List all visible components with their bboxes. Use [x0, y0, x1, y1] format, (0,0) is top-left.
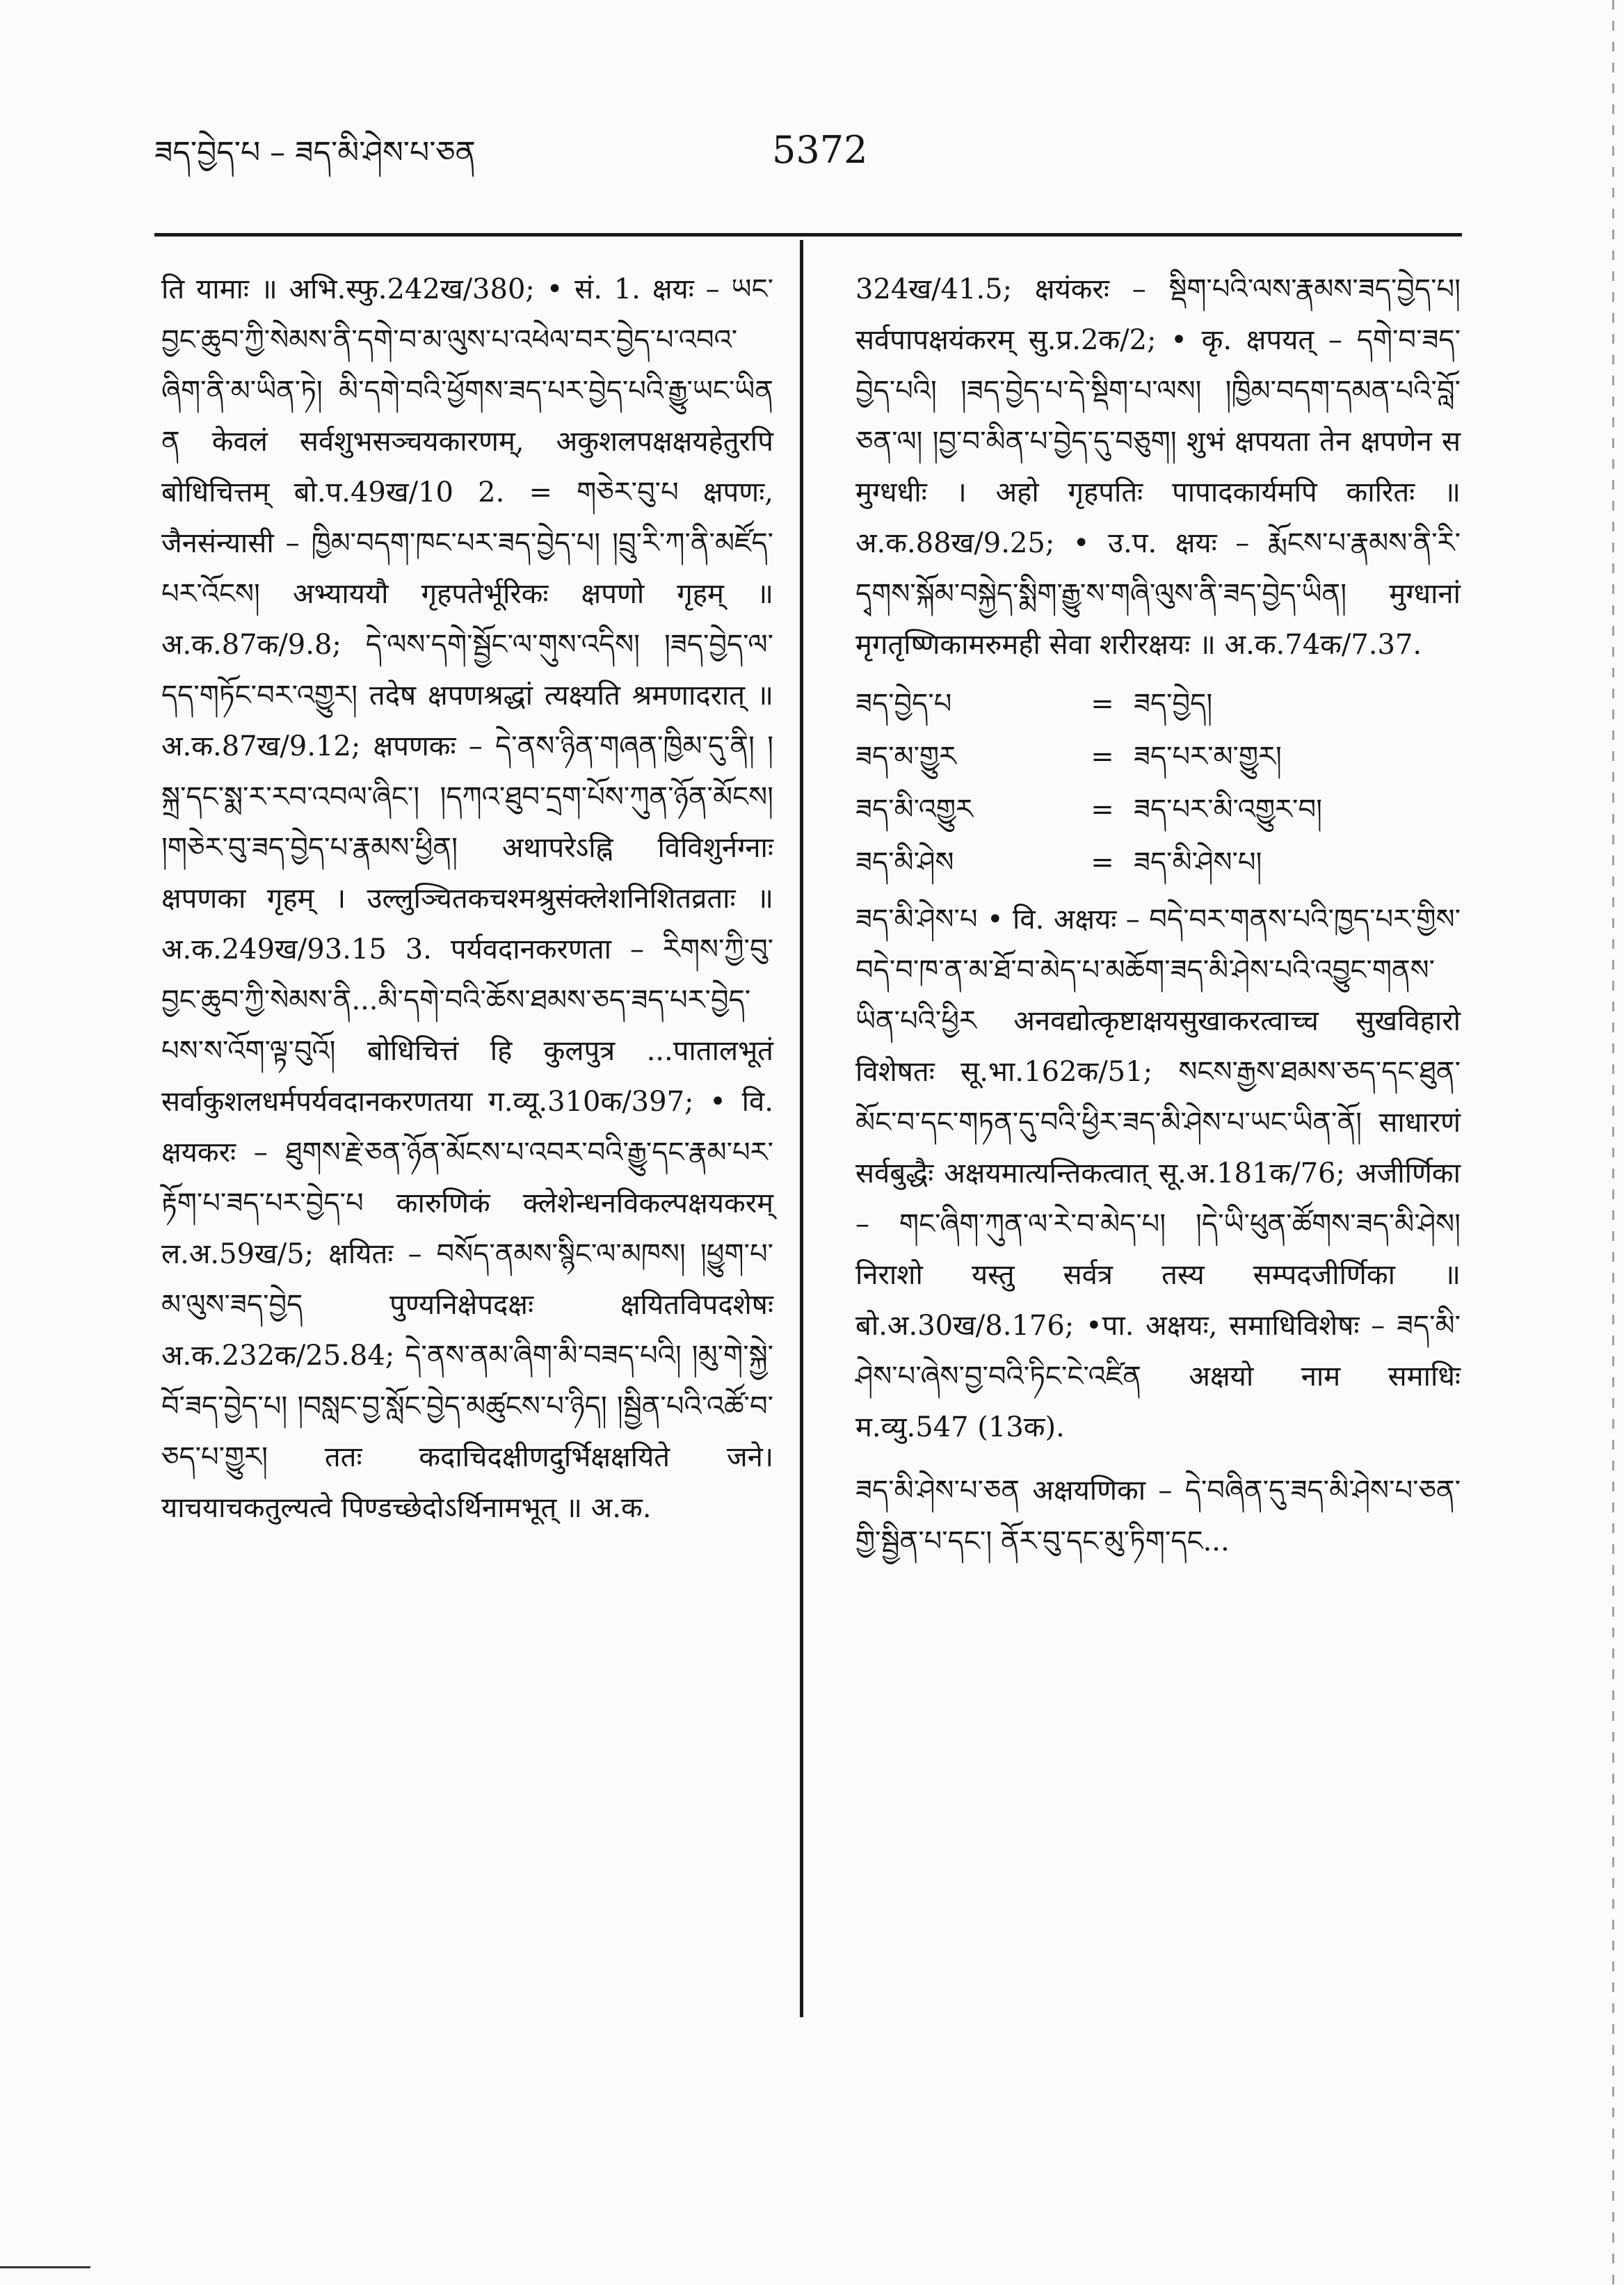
- synonym-value: ཟད་མི་ཤེས་པ།: [1134, 847, 1262, 879]
- entry-zad-mi-shes-pa: ཟད་མི་ཤེས་པ • वि. अक्षयः – བདེ་བར་གནས་པའི་ཁྱད་པར་གྱིས་བདེ་བ་ཁ་ན་མ་ཐོ་བ་མེད་པ་མཆོག་ཟད་མི་ཤེས་པའི་འབྱུང་གནས་ཡིན་པའི་ཕྱིར अनवद्योत्कृष्टाक्षयसुखाकरत्वाच्च सुखविहारो विशेषतः सू.भा.162क/51; སངས་རྒྱས་ཐམས་ཅད་དང་ཐུན་མོང་བ་དང་གཏན་དུ་བའི་ཕྱིར་ཟད་མི་ཤེས་པ་ཡང་ཡིན་ནོ། साधारणं सर्वबुद्धैः अक्षयमात्यन्तिकत्वात् सू.अ.181क/76; अजीर्णिका – གང་ཞིག་ཀུན་ལ་རེ་བ་མེད་པ། །དེ་ཡི་ཕུན་ཚོགས་ཟད་མི་ཤེས། निराशो यस्तु सर्वत्र तस्य सम्पदजीर्णिका ॥ बो.अ.30ख/8.176; •पा. अक्षयः, समाधिविशेषः – ཟད་མི་ཤེས་པ་ཞེས་བྱ་བའི་ཏིང་ངེ་འཛིན अक्षयो नाम समाधिः म.व्यु.547 (13क).: [855, 904, 1461, 1443]
- scan-edge: [1612, 0, 1614, 2285]
- header-rule: [154, 233, 1462, 236]
- synonym-value: ཟད་པར་མ་གྱུར།: [1134, 741, 1282, 773]
- synonym-term: ཟད་མི་ཤེས: [855, 847, 954, 879]
- synonym-term: ཟད་བྱེད་པ: [855, 688, 952, 720]
- synonym-term: ཟད་མི་འགྱུར: [855, 794, 974, 826]
- right-column: [855, 264, 1461, 1567]
- running-header: ཟད་བྱེད་པ – ཟད་མི་ཤེས་པ་ཅན: [154, 135, 476, 170]
- continuation-text: 324ख/41.5; क्षयंकरः – སྡིག་པའི་ལས་རྣམས་ཟད་བྱེད་པ། सर्वपापक्षयंकरम् सु.प्र.2क/2; • कृ. क्षपयत् – དགེ་བ་ཟད་བྱེད་པའི། །ཟད་བྱེད་པ་དེ་སྡིག་པ་ལས། །ཁྱིམ་བདག་དམན་པའི་བློ་ཅན་ལ། །བྱ་བ་མིན་པ་བྱེད་དུ་བཅུག། शुभं क्षपयता तेन क्षपणेन स मुग्धधीः । अहो गृहपतिः पापादकार्यमपि कारितः ॥ अ.क.88ख/9.25; • उ.प. क्षयः – རྨོངས་པ་རྣམས་ནི་རི་དྭགས་སྐོམ་བསྐྱེད་སྨིག་རྒྱུ་ས་གཞི་ལུས་ནི་ཟད་བྱེད་ཡིན། मुग्धानां मृगतृष्णिकामरुमही सेवा शरीरक्षयः ॥ अ.क.74क/7.37.: [855, 273, 1461, 661]
- synonym-table: [855, 678, 1461, 889]
- equals-sign: =: [1091, 847, 1114, 879]
- left-column: [161, 264, 773, 1534]
- synonym-value: ཟད་བྱེད།: [1134, 688, 1213, 720]
- equals-sign: =: [1091, 794, 1114, 826]
- equals-sign: =: [1091, 741, 1114, 773]
- synonym-value: ཟད་པར་མི་འགྱུར་བ།: [1134, 794, 1322, 826]
- entry-zad-mi-shes-pa-can: ཟད་མི་ཤེས་པ་ཅན अक्षयणिका – དེ་བཞིན་དུ་ཟད་མི་ཤེས་པ་ཅན་གྱི་སྦྱིན་པ་དང་། ནོར་བུ་དང་མུ་ཏིག་དང...: [855, 1475, 1461, 1557]
- equals-sign: =: [1091, 688, 1114, 720]
- column-divider: [800, 240, 803, 2017]
- synonym-term: ཟད་མ་གྱུར: [855, 741, 957, 773]
- left-column-text: ति यामाः ॥ अभि.स्फु.242ख/380; • सं. 1. क्षयः – ཡང་བྱང་ཆུབ་ཀྱི་སེམས་ནི་དགེ་བ་མ་ལུས་པ་འཕེལ་བར་བྱེད་པ་འབའ་ཞིག་ནི་མ་ཡིན་ཏེ། མི་དགེ་བའི་ཕྱོགས་ཟད་པར་བྱེད་པའི་རྒྱུ་ཡང་ཡིན ན केवलं सर्वशुभसञ्चयकारणम्, अकुशलपक्षक्षयहेतुरपि बोधिचित्तम् बो.प.49ख/10 2. = གཅེར་བུ་པ क्षपणः, जैनसंन्यासी – ཁྱིམ་བདག་ཁང་པར་ཟད་བྱེད་པ། །བྲུ་རི་ཀ་ནི་མཛོད་པར་འོངས། अभ्याययौ गृहपतेर्भूरिकः क्षपणो गृहम् ॥ अ.क.87क/9.8; དེ་ལས་དགེ་སྦྱོང་ལ་གུས་འདིས། །ཟད་བྱེད་ལ་དད་གཏོང་བར་འགྱུར། तदेष क्षपणश्रद्धां त्यक्ष्यति श्रमणादरात् ॥ अ.क.87ख/9.12; क्षपणकः – དེ་ནས་ཉིན་གཞན་ཁྱིམ་དུ་ནི། །སྐྲ་དང་སྨ་ར་རབ་འབལ་ཞིང་། །དཀའ་ཐུབ་དྲག་པོས་ཀུན་ཉོན་མོངས། །གཅེར་བུ་ཟད་བྱེད་པ་རྣམས་ཕྱིན། अथापरेऽह्नि विविशुर्नग्नाः क्षपणका गृहम् । उल्लुञ्चितकचश्मश्रुसंक्लेशनिशितव्रताः ॥ अ.क.249ख/93.15 3. पर्यवदानकरणता – རིགས་ཀྱི་བུ་བྱང་ཆུབ་ཀྱི་སེམས་ནི...མི་དགེ་བའི་ཆོས་ཐམས་ཅད་ཟད་པར་བྱེད་པས་ས་འོག་ལྟ་བུའོ། बोधिचित्तं हि कुलपुत्र ...पातालभूतं सर्वाकुशलधर्मपर्यवदानकरणतया ग.व्यू.310क/397; • वि. क्षयकरः – ཐུགས་རྗེ་ཅན་ཉོན་མོངས་པ་འབར་བའི་རྒྱུ་དང་རྣམ་པར་རྟོག་པ་ཟད་པར་བྱེད་པ कारुणिकं क्लेशेन्धनविकल्पक्षयकरम् ल.अ.59ख/5; क्षयितः – བསོད་ནམས་སྙིང་ལ་མཁས། །ཕྱུག་པ་མ་ལུས་ཟད་བྱེད पुण्यनिक्षेपदक्षः क्षयितविपदशेषः अ.क.232क/25.84; དེ་ནས་ནམ་ཞིག་མི་བཟད་པའི། །མུ་གེ་སྐྱེ་བོ་ཟད་བྱེད་པ། །བསླང་བྱ་སློང་བྱེད་མཚུངས་པ་ཉིད། །སྦྱིན་པའི་འཚོ་བ་ཅད་པ་གྱུར། ततः कदाचिदक्षीणदुर्भिक्षक्षयिते जने। याचयाचकतुल्यत्वे पिण्डच्छेदोऽर्थिनामभूत् ॥ अ.क.: [161, 273, 773, 1524]
- page-number: 5372: [772, 128, 868, 172]
- footer-rule: [0, 2266, 90, 2268]
